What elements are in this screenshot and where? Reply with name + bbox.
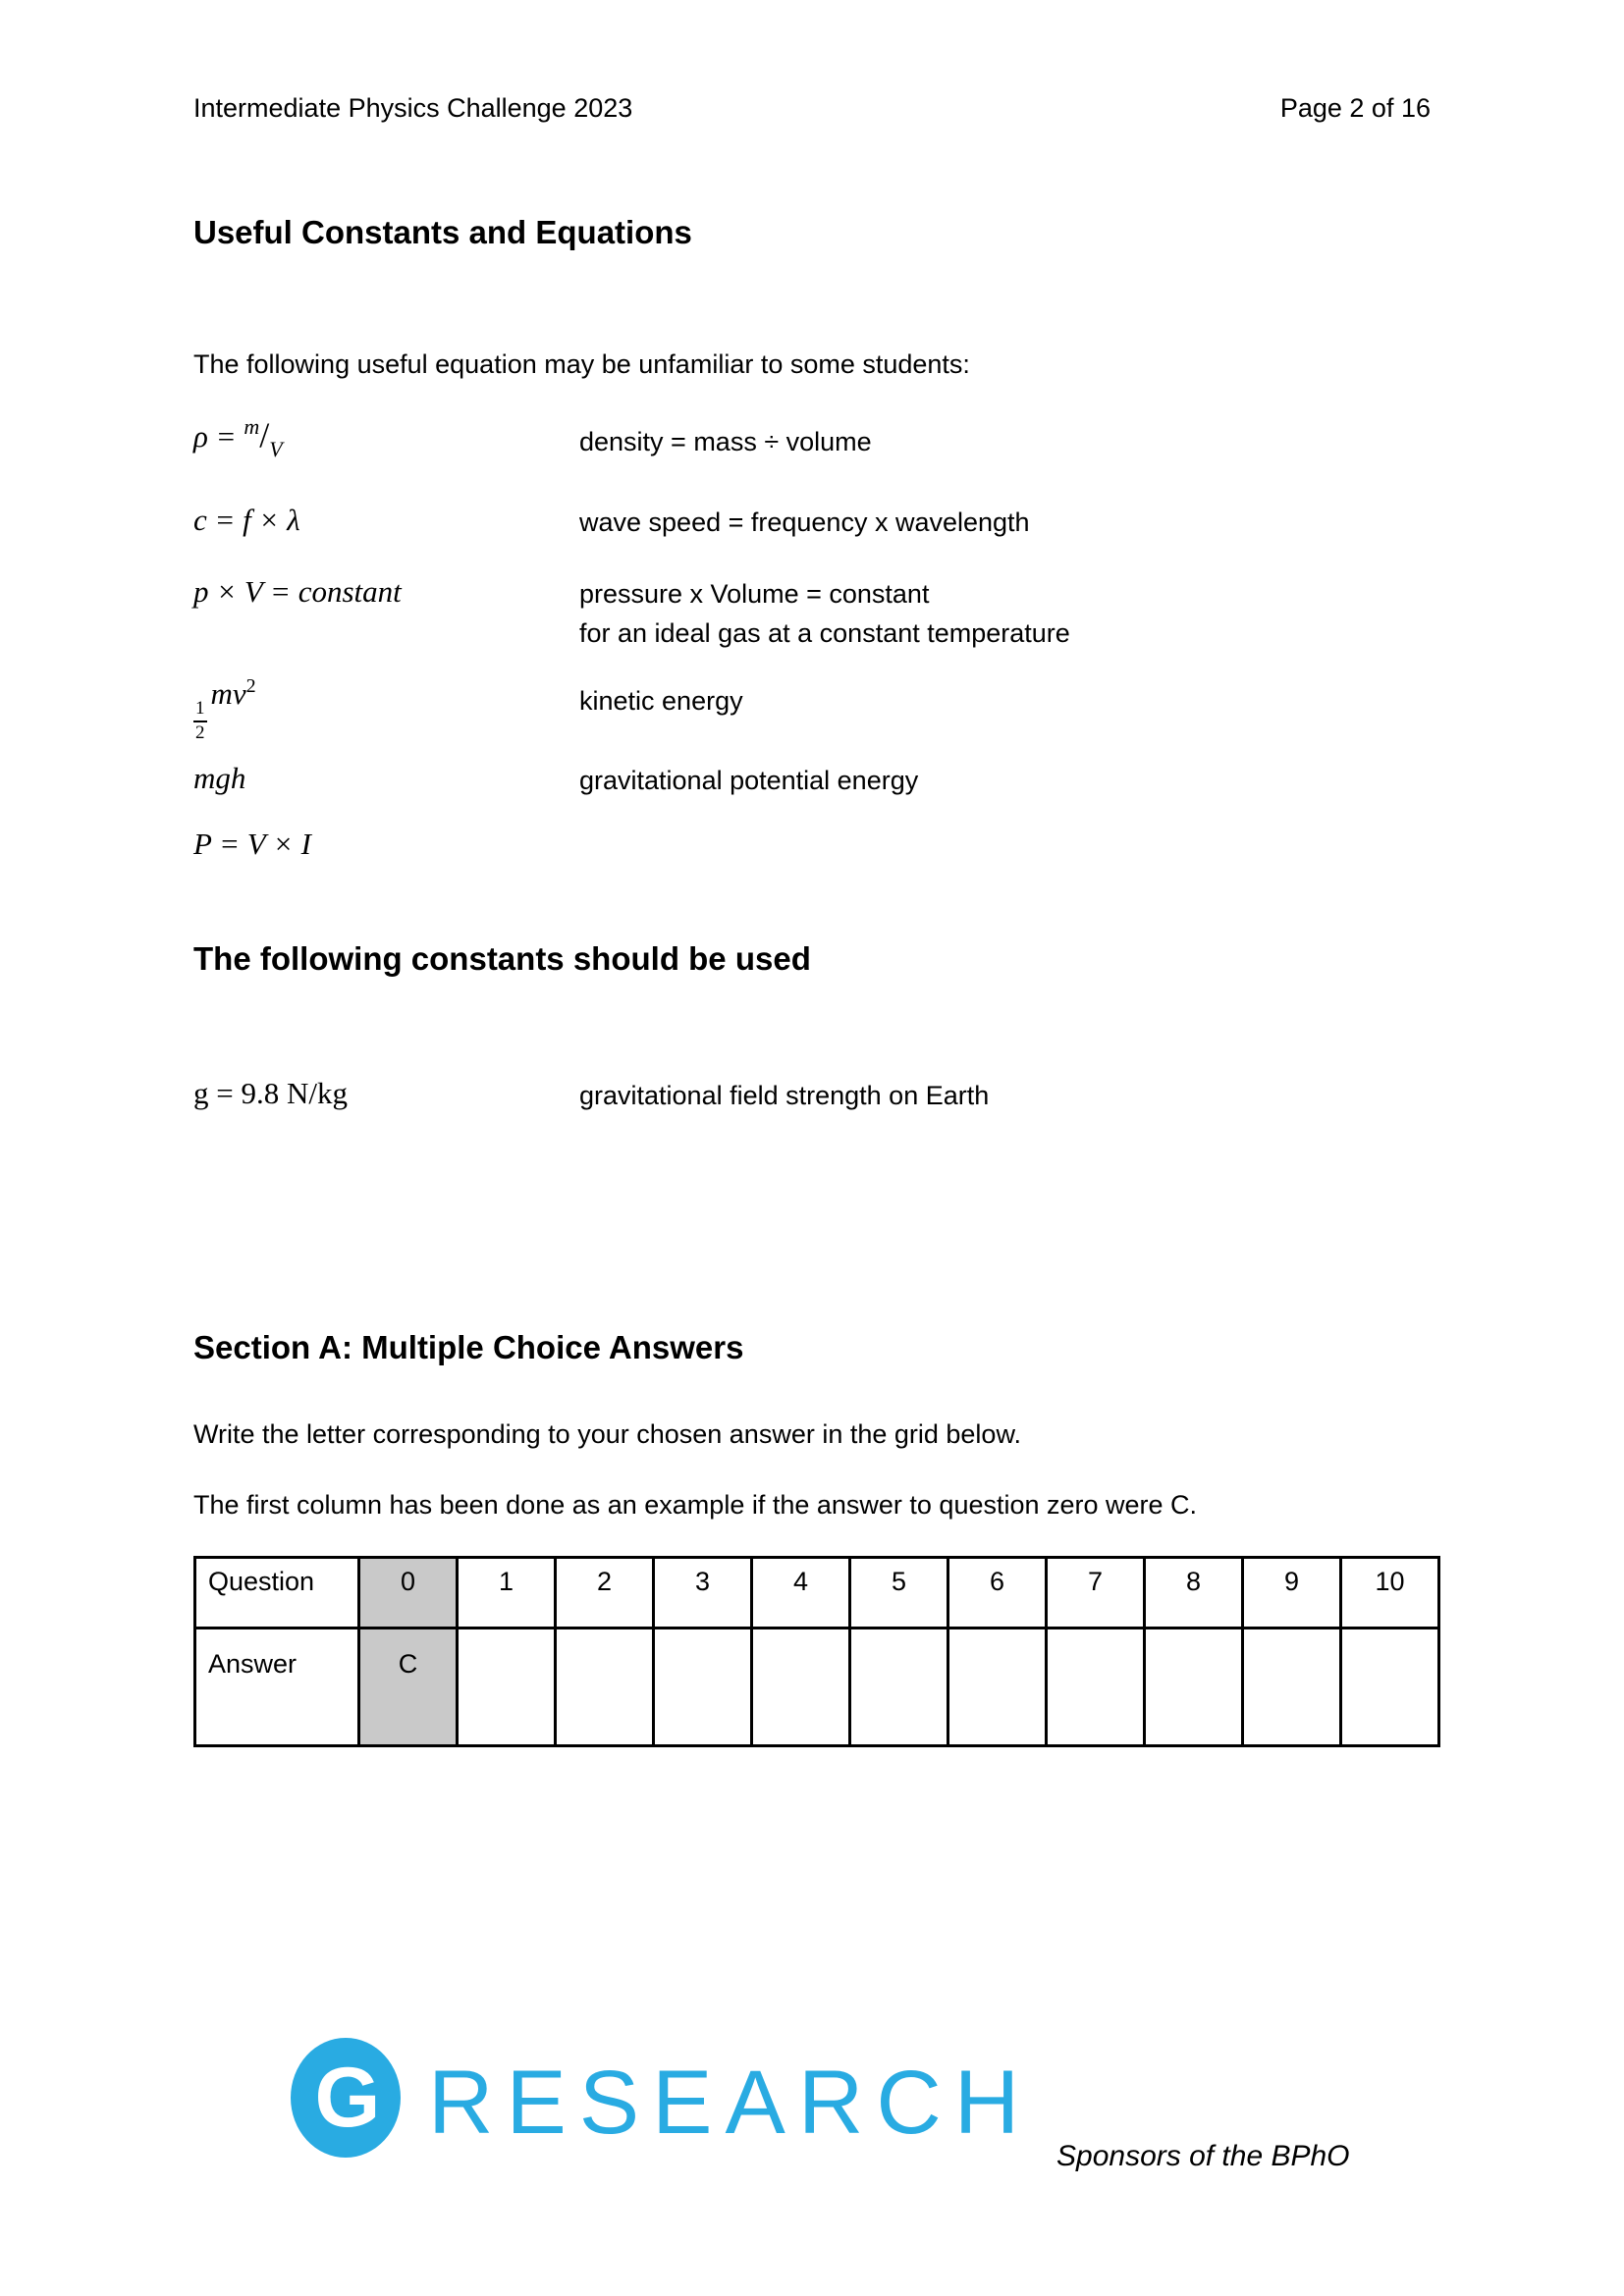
formula-g: g = 9.8 N/kg <box>193 1076 348 1110</box>
question-number-cell: 7 <box>1047 1558 1145 1629</box>
formula-gpe: mgh <box>193 761 246 795</box>
formula-boyles-law: p × V = constant <box>193 574 402 609</box>
formula-wave-speed: c = f × λ <box>193 503 300 537</box>
answer-cell <box>752 1629 850 1746</box>
question-number-cell: 3 <box>654 1558 752 1629</box>
equation-row-gpe <box>193 761 1509 800</box>
logo-letter: G <box>314 2051 381 2145</box>
question-number-cell: 10 <box>1341 1558 1439 1629</box>
equation-row-kinetic-energy <box>193 675 1509 744</box>
answer-grid <box>193 1556 1440 1747</box>
answer-cell <box>458 1629 556 1746</box>
section-title-section-a: Section A: Multiple Choice Answers <box>193 1329 744 1365</box>
constant-row-g <box>193 1076 1509 1115</box>
description-gpe: gravitational potential energy <box>579 766 919 795</box>
section-title-useful-constants: Useful Constants and Equations <box>193 214 692 250</box>
formula-power: P = V × I <box>193 827 311 861</box>
question-number-cell: 8 <box>1145 1558 1243 1629</box>
equation-row-density <box>193 414 1509 462</box>
question-number-cell: 9 <box>1243 1558 1341 1629</box>
question-number-cell: 4 <box>752 1558 850 1629</box>
answer-cell <box>556 1629 654 1746</box>
section-a-instruction-1: Write the letter corresponding to your chosen answer in the grid below. <box>193 1419 1021 1449</box>
answer-cell <box>948 1629 1047 1746</box>
answer-cell <box>1047 1629 1145 1746</box>
equation-row-boyles-law <box>193 574 1509 653</box>
page-header <box>193 93 1431 124</box>
section-a-instruction-2: The first column has been done as an example if the answer to question zero were C. <box>193 1490 1198 1520</box>
description-kinetic-energy: kinetic energy <box>579 686 743 716</box>
question-number-cell: 6 <box>948 1558 1047 1629</box>
description-g: gravitational field strength on Earth <box>579 1081 990 1110</box>
question-row <box>195 1558 1439 1629</box>
grid-row-header: Answer <box>195 1629 359 1746</box>
question-number-cell: 0 <box>359 1558 458 1629</box>
answer-cell: C <box>359 1629 458 1746</box>
answer-cell <box>1341 1629 1439 1746</box>
description-boyles-law: pressure x Volume = constant for an ideal gas at a constant temperature <box>579 579 1070 648</box>
g-research-logo-icon <box>291 2038 401 2158</box>
page-number: Page 2 of 16 <box>1279 93 1431 123</box>
question-number-cell: 2 <box>556 1558 654 1629</box>
sponsor-tagline: Sponsors of the BPhO <box>1056 2140 1350 2172</box>
formula-density: $\rho = ^m/_V$ <box>193 414 283 461</box>
description-wave-speed: wave speed = frequency x wavelength <box>579 507 1030 537</box>
answer-cell <box>850 1629 948 1746</box>
question-number-cell: 5 <box>850 1558 948 1629</box>
equation-row-power <box>193 827 1509 862</box>
answer-cell <box>1145 1629 1243 1746</box>
document-title: Intermediate Physics Challenge 2023 <box>193 93 633 123</box>
question-number-cell: 1 <box>458 1558 556 1629</box>
section-title-constants: The following constants should be used <box>193 940 811 977</box>
answer-cell <box>1243 1629 1341 1746</box>
logo-wordmark: RESEARCH <box>428 2053 1033 2153</box>
answer-cell <box>654 1629 752 1746</box>
equations-intro: The following useful equation may be unfamiliar to some students: <box>193 349 970 379</box>
grid-row-header: Question <box>195 1558 359 1629</box>
answer-row <box>195 1629 1439 1746</box>
formula-kinetic-energy: $\frac{1}{2}$ $mv^2$ <box>195 675 256 743</box>
description-density: density = mass ÷ volume <box>579 427 872 456</box>
equation-row-wave-speed <box>193 503 1509 542</box>
